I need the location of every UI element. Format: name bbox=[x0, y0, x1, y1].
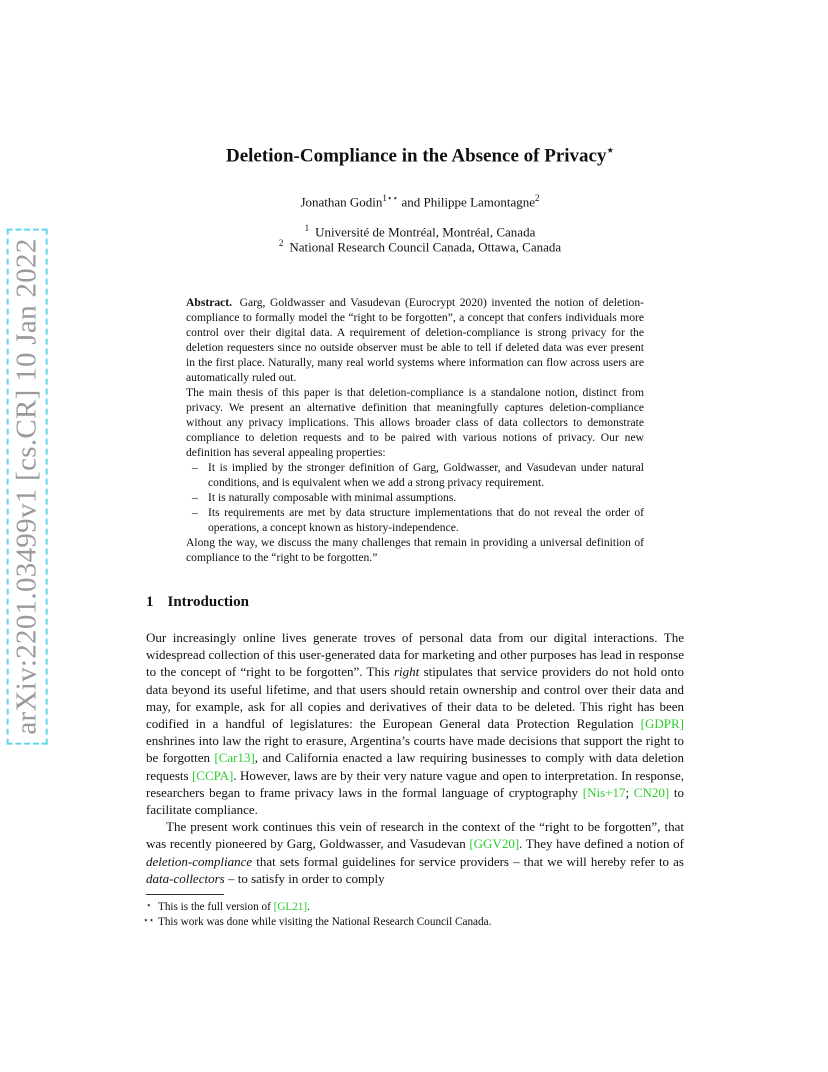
section-title: Introduction bbox=[167, 594, 249, 610]
abstract bbox=[186, 295, 644, 565]
affiliation-1-text: Université de Montréal, Montréal, Canada bbox=[315, 224, 536, 240]
section-heading-introduction bbox=[146, 594, 249, 611]
paper-title bbox=[120, 143, 720, 167]
emphasis-data-collectors: data-collectors bbox=[146, 870, 225, 886]
bullet-dash: – bbox=[192, 491, 198, 504]
emphasis-right: right bbox=[393, 664, 420, 680]
affiliation-2 bbox=[120, 238, 720, 255]
bullet-dash: – bbox=[192, 461, 198, 474]
introduction-body bbox=[146, 629, 684, 887]
affiliation-1-number: 1 bbox=[304, 223, 310, 233]
section-number: 1 bbox=[146, 594, 154, 610]
abstract-property-item bbox=[186, 505, 644, 535]
abstract-closing: Along the way, we discuss the many challenges that remain in providing a universal definition of compliance to the “right to be forgotten.” bbox=[186, 536, 644, 564]
author-lamontagne-marks: 2 bbox=[535, 193, 540, 203]
paper-title-text: Deletion-Compliance in the Absence of Privacy bbox=[226, 145, 607, 167]
citation-gl21[interactable]: [GL21] bbox=[273, 901, 308, 913]
abstract-intro-text: Garg, Goldwasser and Vasudevan (Eurocrypt 2020) invented the notion of deletion-compliance to formally model the “right to be forgotten”, a concept that confers individuals more control over their digital data. A requirement of deletion-compliance is strong privacy for the deletion requesters since no outside observer must be able to tell if deleted data was ever present in the first place. Naturally, many real world systems where information can flow across users are automatically ruled out. bbox=[186, 296, 644, 384]
paragraph-text: . However, laws are by their very nature vague and open to interpretation. In response, researchers began to frame privacy laws in the formal language of cryptography bbox=[146, 767, 684, 800]
paragraph-text: – to satisfy in order to comply bbox=[224, 870, 385, 886]
citation-gdpr[interactable]: [GDPR] bbox=[640, 716, 684, 732]
citation-ggv20[interactable]: [GGV20] bbox=[469, 836, 520, 852]
citation-bracket-close: ] bbox=[664, 784, 670, 800]
footnote-1-mark: ⋆ bbox=[146, 900, 152, 910]
citation-nis17[interactable]: Nis+17 bbox=[587, 784, 626, 800]
footnote-2 bbox=[143, 915, 684, 930]
paragraph-text: stipulates that service providers do not hold onto data beyond its useful lifetime, and that users should retain ownership and control over their data and may, for example, ask for all copies and derivatives of their data to be deleted. This right has been codified in a handful of legislatures: the European General data Protection Regulation bbox=[146, 664, 685, 732]
author-line bbox=[120, 193, 720, 210]
abstract-thesis: The main thesis of this paper is that deletion-compliance is a standalone notion, distinct from privacy. We present an alternative definition that meaningfully captures deletion-compliance without any privacy implications. This allows broader class of data collectors to demonstrate compliance to deletion requests and to be paired with various notions of privacy. Our new definition has several appealing properties: bbox=[186, 386, 644, 459]
paragraph-text: Our increasingly online lives generate troves of personal data from our digital interactions. The widespread collection of this user-generated data for marketing and other purposes has lead in response to the concept of “right to be forgotten”. This bbox=[146, 630, 684, 680]
abstract-label: Abstract. bbox=[186, 296, 233, 309]
footnotes bbox=[143, 900, 684, 930]
author-connector: and bbox=[398, 194, 424, 210]
paragraph-text: , and California enacted a law requiring businesses to comply with data deletion requests bbox=[146, 750, 685, 783]
paragraph-text: The present work continues this vein of research in the context of the “right to be forgotten”, that was recently pioneered by Garg, Goldwasser, and Vasudevan bbox=[146, 819, 684, 852]
author-godin-marks: 1⋆⋆ bbox=[382, 193, 399, 203]
footnote-divider bbox=[146, 894, 224, 895]
title-footnote-mark: ⋆ bbox=[606, 143, 614, 157]
footnote-text: . bbox=[307, 901, 310, 913]
paragraph-text: . They have defined a notion of bbox=[519, 836, 684, 852]
abstract-property-text: It is implied by the stronger definition of Garg, Goldwasser, and Vasudevan under natural conditions, and is equivalent when we add a strong privacy requirement. bbox=[208, 461, 644, 489]
paragraph-text: enshrines into law the right to erasure, Argentina’s courts have made decisions that support the right to be forgotten bbox=[146, 733, 684, 766]
footnote-1 bbox=[146, 900, 684, 915]
intro-paragraph-2 bbox=[146, 818, 684, 887]
arxiv-stamp bbox=[4, 237, 50, 735]
citation-car13[interactable]: [Car13] bbox=[214, 750, 255, 766]
paragraph-text: that sets formal guidelines for service providers – that we will hereby refer to as bbox=[252, 853, 684, 869]
paragraph-text: to facilitate compliance. bbox=[146, 784, 684, 818]
arxiv-identifier[interactable]: arXiv:2201.03499v1 [cs.CR] 10 Jan 2022 bbox=[11, 232, 44, 740]
abstract-property-text: Its requirements are met by data structure implementations that do not reveal the order of operations, a concept known as history-independence. bbox=[208, 506, 644, 534]
bullet-dash: – bbox=[192, 506, 198, 519]
footnote-text: This is the full version of bbox=[158, 901, 274, 913]
emphasis-deletion-compliance: deletion-compliance bbox=[146, 853, 253, 869]
author-godin: Jonathan Godin bbox=[300, 194, 383, 210]
author-lamontagne: Philippe Lamontagne bbox=[423, 194, 536, 210]
citation-ccpa[interactable]: [CCPA] bbox=[191, 767, 234, 783]
footnote-text: This work was done while visiting the National Research Council Canada. bbox=[158, 916, 492, 928]
abstract-property-text: It is naturally composable with minimal assumptions. bbox=[208, 491, 457, 504]
citation-bracket-open: [ bbox=[582, 784, 588, 800]
affiliation-2-number: 2 bbox=[278, 238, 284, 248]
abstract-property-item bbox=[186, 460, 644, 490]
affiliation-2-text: National Research Council Canada, Ottawa, Canada bbox=[289, 239, 562, 255]
citation-separator: ; bbox=[625, 784, 634, 800]
citation-cn20[interactable]: CN20 bbox=[633, 784, 665, 800]
abstract-property-list bbox=[186, 460, 644, 535]
abstract-intro bbox=[186, 295, 644, 385]
abstract-property-item bbox=[186, 490, 644, 505]
intro-paragraph-1 bbox=[146, 629, 684, 818]
footnote-2-mark: ⋆⋆ bbox=[143, 915, 155, 925]
